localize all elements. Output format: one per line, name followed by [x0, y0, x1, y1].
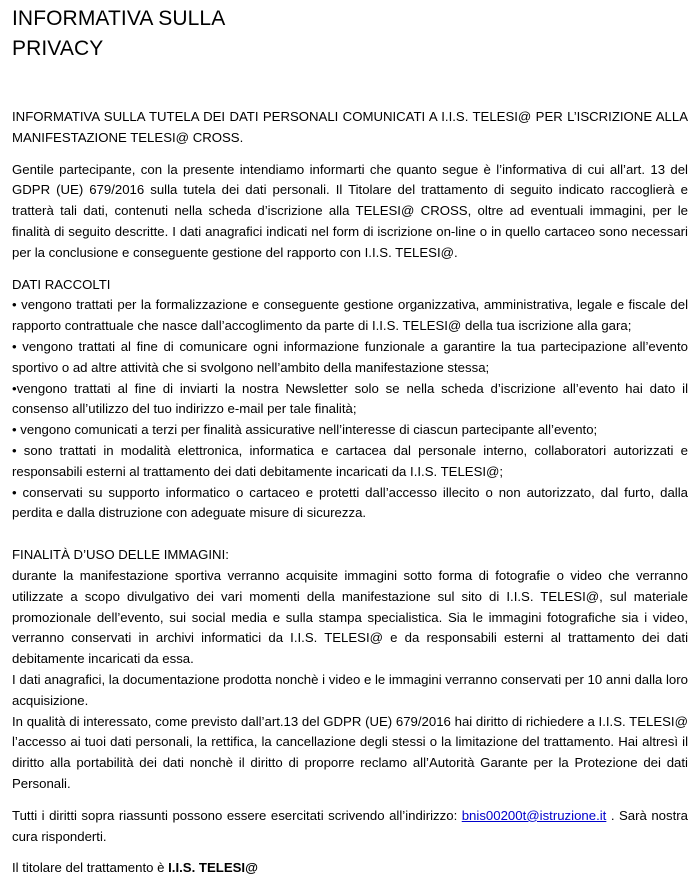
immagini-section	[12, 545, 688, 795]
dati-raccolti-section	[12, 275, 688, 525]
bullet-icon: •	[12, 338, 17, 354]
email-link[interactable]: bnis00200t@istruzione.it	[461, 807, 607, 823]
list-item	[12, 483, 688, 525]
bullet-icon: •	[12, 484, 17, 500]
titolare-name: I.I.S. TELESI@	[168, 860, 258, 876]
list-item	[12, 295, 688, 337]
list-item-text: sono trattati in modalità elettronica, informatica e cartacea dal personale interno, collaboratori autorizzati e responsabili esterni al trattamento dei dati debitamente incaricati da I.I.S. TELESI@;	[12, 442, 688, 479]
dati-raccolti-heading: DATI RACCOLTI	[12, 276, 111, 292]
bullet-icon: •	[12, 442, 17, 458]
immagini-paragraph-3: In qualità di interessato, come previsto dall’art.13 del GDPR (UE) 679/2016 hai diritto di richiedere a I.I.S. TELESI@ l’accesso ai tuoi dati personali, la rettifica, la cancellazione degli stessi o la limitazione del trattamento. Hai altresì il diritto alla portabilità dei dati nonchè il diritto di proporre reclamo all’Autorità Garante per la Protezione dei dati Personali.	[12, 713, 688, 791]
list-item-text: vengono trattati al fine di inviarti la nostra Newsletter solo se nella scheda d’iscrizione all’evento hai dato il consenso all’utilizzo del tuo indirizzo e-mail per tale finalità;	[12, 380, 688, 417]
title-line-2: PRIVACY	[12, 37, 104, 60]
list-item-text: vengono comunicati a terzi per finalità assicurative nell’interesse di ciascun partecipante all’evento;	[20, 422, 598, 438]
immagini-heading: FINALITÀ D’USO DELLE IMMAGINI:	[12, 547, 229, 563]
list-item	[12, 379, 688, 421]
intro-paragraph: Gentile partecipante, con la presente intendiamo informarti che quanto segue è l’informativa di cui all’art. 13 del GDPR (UE) 679/2016 sulla tutela dei dati personali. Il Titolare del trattamento di seguito indicato raccoglierà e tratterà tali dati, contenuti nella scheda d’iscrizione alla TELESI@ CROSS, oltre ad eventuali immagini, per le finalità di seguito descritte. I dati anagrafici indicati nel form di iscrizione on-line o in quello cartaceo sono necessari per la conclusione e conseguente gestione del rapporto con I.I.S. TELESI@.	[12, 161, 688, 260]
contact-text-after: . Sarà nostra cura risponderti.	[12, 807, 688, 844]
title-line-1: INFORMATIVA SULLA	[12, 7, 226, 30]
dati-raccolti-list	[12, 295, 688, 524]
contact-paragraph	[12, 806, 688, 848]
immagini-paragraph-2: I dati anagrafici, la documentazione prodotta nonchè i video e le immagini verranno conservati per 10 anni dalla loro acquisizione.	[12, 671, 688, 708]
list-item-text: vengono trattati per la formalizzazione e conseguente gestione organizzativa, amministrativa, legale e fiscale del rapporto contrattuale che nasce dall’accoglimento da parte di I.I.S. TELESI@ della tua iscrizione alla gara;	[12, 297, 688, 334]
bullet-icon: •	[12, 380, 17, 396]
titolare-paragraph	[12, 858, 688, 879]
privacy-document	[12, 4, 688, 879]
titolare-label: Il titolare del trattamento è	[12, 860, 169, 876]
bullet-icon: •	[12, 297, 17, 313]
list-item	[12, 441, 688, 483]
document-title	[12, 4, 688, 64]
document-subject: INFORMATIVA SULLA TUTELA DEI DATI PERSONALI COMUNICATI A I.I.S. TELESI@ PER L’ISCRIZIONE ALLA MANIFESTAZIONE TELESI@ CROSS.	[12, 109, 688, 145]
bullet-icon: •	[12, 422, 17, 438]
list-item	[12, 420, 688, 441]
list-item-text: vengono trattati al fine di comunicare ogni informazione funzionale a garantire la tua partecipazione all’evento sportivo o ad altre attività che si svolgono nell’ambito della manifestazione stessa;	[12, 338, 688, 375]
contact-text-before: Tutti i diritti sopra riassunti possono essere esercitati scrivendo all’indirizzo:	[12, 807, 462, 823]
list-item-text: conservati su supporto informatico o cartaceo e protetti dall’accesso illecito o non autorizzato, dal furto, dalla perdita e dalla distruzione con adeguate misure di sicurezza.	[12, 484, 688, 521]
immagini-paragraph-1: durante la manifestazione sportiva verranno acquisite immagini sotto forma di fotografie o video che verranno utilizzate a scopo divulgativo dei vari momenti della manifestazione sul sito di I.I.S. TELESI@, sul materiale promozionale dell’evento, sui social media e sulla stampa specialistica. Sia le immagini fotografiche sia i video, verranno conservati in archivi informatici da I.I.S. TELESI@ e da responsabili esterni al trattamento dei dati debitamente incaricati da essa.	[12, 567, 688, 667]
list-item	[12, 337, 688, 379]
